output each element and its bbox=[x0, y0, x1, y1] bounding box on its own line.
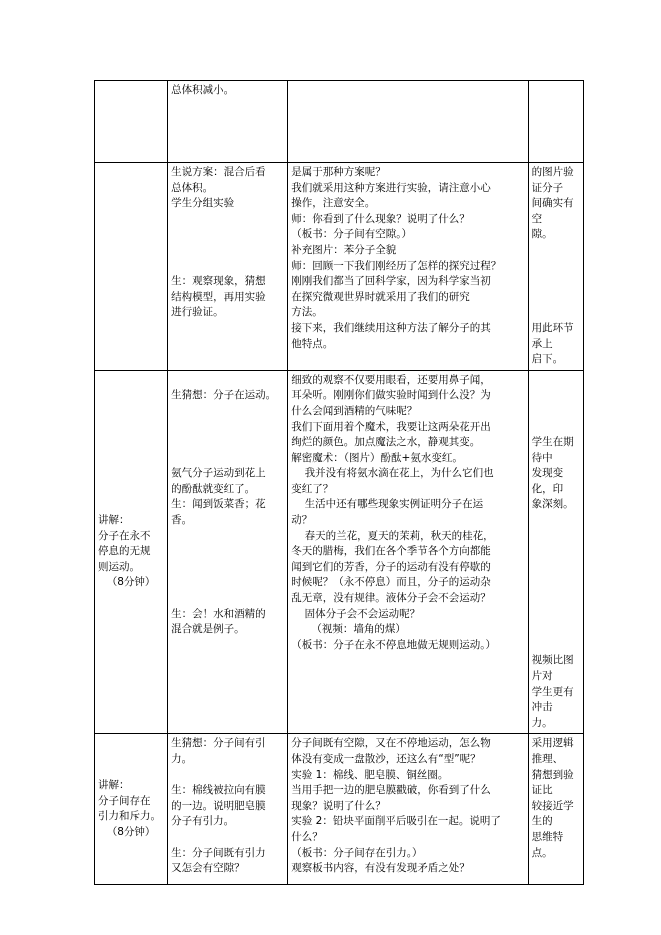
text-line: 观察板书内容，有没有发现矛盾之处？ bbox=[291, 862, 470, 875]
text-line bbox=[532, 274, 580, 290]
text-line: 较接近学生的 bbox=[531, 799, 574, 828]
design-intent-cell bbox=[528, 163, 583, 371]
text-line: 的一边。说明肥皂膜 bbox=[171, 799, 266, 812]
text-line: 分子有引力。 bbox=[171, 815, 235, 828]
text-line: 变红了？ bbox=[291, 482, 334, 495]
text-line bbox=[171, 575, 284, 591]
design-intent-cell bbox=[528, 734, 583, 885]
text-line: 的酚酞就变红了。 bbox=[171, 482, 256, 495]
text-line bbox=[171, 259, 284, 275]
text-line: 视频比图片对 bbox=[531, 654, 574, 682]
text-line: 固体分子会不会运动呢？ bbox=[291, 607, 421, 620]
student-activity-cell bbox=[168, 370, 288, 734]
text-line: 方法。 bbox=[291, 306, 323, 319]
text-line: 引力和斥力。 bbox=[98, 810, 161, 823]
text-line: 绚烂的颜色。加点魔法之水，静观其变。 bbox=[291, 436, 481, 449]
text-line: 生：闻到饭菜香；花 bbox=[171, 498, 266, 511]
student-activity-cell bbox=[168, 734, 288, 885]
lesson-plan-table bbox=[94, 80, 584, 885]
student-activity-cell bbox=[168, 81, 288, 163]
text-line bbox=[532, 622, 580, 638]
text-line: 冬天的腊梅，我们在各个季节各个方向都能 bbox=[291, 545, 491, 558]
text-line bbox=[532, 513, 580, 529]
text-line bbox=[532, 305, 580, 321]
text-line: 在探究微观世界时就采用了我们的研究 bbox=[291, 290, 470, 303]
text-line: 启下。 bbox=[531, 353, 564, 366]
text-line bbox=[171, 830, 284, 846]
text-line: 学生更有冲击 bbox=[531, 685, 574, 714]
text-line: （8分钟） bbox=[106, 576, 156, 589]
text-line: 则运动。 bbox=[98, 560, 140, 573]
text-line: （板书：分子间存在引力。） bbox=[291, 846, 423, 859]
text-line: 他特点。 bbox=[291, 337, 334, 350]
text-line: 总体积。 bbox=[171, 181, 214, 194]
text-line: 体没有变成一盘散沙，还这么有“型”呢？ bbox=[291, 752, 481, 765]
text-line bbox=[171, 404, 284, 420]
text-line: 象深刻。 bbox=[531, 498, 574, 511]
table-row bbox=[95, 734, 584, 885]
text-line: （板书：分子间有空隙。） bbox=[291, 228, 413, 241]
text-line: 刚刚我们都当了回科学家，因为科学家当初 bbox=[291, 275, 491, 288]
teacher-activity-cell bbox=[288, 81, 528, 163]
text-line bbox=[532, 529, 580, 545]
teacher-activity-cell bbox=[288, 370, 528, 734]
text-line bbox=[171, 227, 284, 243]
design-intent-cell bbox=[528, 370, 583, 734]
text-line: 讲解： bbox=[98, 779, 130, 792]
text-line: 生：棉线被拉向有膜 bbox=[171, 784, 266, 797]
text-line bbox=[532, 243, 580, 259]
text-line bbox=[171, 420, 284, 436]
phase-cell bbox=[95, 370, 168, 734]
text-line: 耳朵听。刚刚你们做实验时闻到什么没？为 bbox=[291, 389, 491, 402]
text-line: 间确实有空 bbox=[531, 197, 574, 225]
student-activity-cell bbox=[168, 163, 288, 371]
phase-cell bbox=[95, 163, 168, 371]
text-line bbox=[171, 243, 284, 259]
text-line: 的图片验证分子 bbox=[531, 166, 574, 194]
table-row bbox=[95, 370, 584, 734]
text-line: 师：回顾一下我们刚经历了怎样的探究过程？ bbox=[291, 259, 502, 272]
text-line: 生说方案：混合后看 bbox=[171, 166, 266, 178]
text-line: 学生分组实验 bbox=[171, 197, 235, 210]
text-line bbox=[532, 638, 580, 654]
text-line: 师：你看到了什么现象？说明了什么？ bbox=[291, 212, 470, 225]
text-line: 生：观察现象，猜想 bbox=[171, 275, 266, 288]
text-line: 氨气分子运动到花上 bbox=[171, 467, 266, 480]
text-line: 动？ bbox=[291, 514, 313, 527]
text-line: 乱无章，没有规律。液体分子会不会运动？ bbox=[291, 592, 491, 605]
text-line: 讲解： bbox=[98, 514, 130, 527]
design-intent-cell bbox=[528, 81, 583, 163]
text-line: 当用手把一边的肥皂膜戳破，你看到了什么 bbox=[291, 784, 491, 797]
text-line bbox=[532, 607, 580, 623]
table-row bbox=[95, 81, 584, 163]
table-row bbox=[95, 163, 584, 371]
text-line: 思维特点。 bbox=[531, 830, 564, 859]
text-line: 分子间存在 bbox=[98, 794, 151, 807]
text-line bbox=[171, 591, 284, 607]
text-line: 进行验证。 bbox=[171, 306, 224, 319]
text-line: 采用逻辑推理、 bbox=[531, 737, 574, 765]
text-line: 分子在永不 bbox=[98, 529, 151, 542]
phase-cell bbox=[95, 81, 168, 163]
text-line: 补充图片：苯分子全貌 bbox=[291, 243, 397, 256]
text-line: 总体积减小。 bbox=[171, 84, 235, 96]
text-line bbox=[532, 591, 580, 607]
text-line bbox=[532, 544, 580, 560]
text-line: 停息的无规 bbox=[98, 545, 151, 558]
text-line: 现象？说明了什么？ bbox=[291, 799, 386, 812]
text-line: 我并没有将氨水滴在花上，为什么它们也 bbox=[291, 467, 494, 480]
text-line: （板书：分子在永不停息地做无规则运动。） bbox=[291, 638, 497, 651]
text-line: 我们就采用这种方案进行实验，请注意小心 bbox=[291, 181, 491, 194]
text-line bbox=[532, 560, 580, 576]
text-line: 我们下面用着个魔术，我要让这两朵花开出 bbox=[291, 420, 491, 433]
text-line bbox=[532, 575, 580, 591]
text-line bbox=[171, 768, 284, 784]
text-line: 分子间既有空隙，又在不停地运动，怎么物 bbox=[291, 737, 491, 750]
text-line: 香。 bbox=[171, 514, 193, 527]
text-line: 实验 1：棉线、肥皂膜、铜丝圈。 bbox=[291, 768, 449, 781]
text-line: 生猜想：分子在运动。 bbox=[171, 389, 277, 402]
text-line: 什么？ bbox=[291, 830, 323, 843]
text-line: 操作，注意安全。 bbox=[291, 197, 376, 210]
text-line bbox=[532, 420, 580, 436]
text-line: 春天的兰花，夏天的茉莉，秋天的桂花， bbox=[291, 529, 494, 542]
text-line: （视频：墙角的煤） bbox=[291, 623, 406, 636]
text-line bbox=[532, 388, 580, 404]
text-line: 生：分子间既有引力 bbox=[171, 846, 266, 859]
text-line: 猜想到验证比 bbox=[531, 768, 574, 797]
text-line bbox=[532, 259, 580, 275]
text-line bbox=[171, 373, 284, 389]
text-line bbox=[171, 435, 284, 451]
text-line: 又怎会有空隙？ bbox=[171, 862, 245, 875]
text-line: （8分钟） bbox=[106, 825, 156, 838]
text-line: 混合就是例子。 bbox=[171, 623, 245, 636]
teacher-activity-cell bbox=[288, 163, 528, 371]
text-line: 细致的观察不仅要用眼看，还要用鼻子闻， bbox=[291, 373, 491, 386]
text-line: 实验 2：铅块平面削平后吸引在一起。说明了 bbox=[291, 815, 501, 828]
text-line: 力。 bbox=[531, 716, 553, 729]
text-line bbox=[532, 290, 580, 306]
text-line: 发现变化，印 bbox=[531, 467, 564, 495]
text-line bbox=[171, 544, 284, 560]
text-line: 接下来，我们继续用这种方法了解分子的其 bbox=[291, 321, 491, 334]
text-line: 力。 bbox=[171, 752, 193, 765]
text-line bbox=[171, 451, 284, 467]
teacher-activity-cell bbox=[288, 734, 528, 885]
text-line bbox=[171, 212, 284, 228]
text-line: 闻到它们的芳香，分子的运动有没有停歇的 bbox=[291, 560, 491, 573]
text-line: 结构模型，再用实验 bbox=[171, 290, 266, 303]
text-line: 是属于那种方案呢？ bbox=[291, 166, 386, 178]
text-line bbox=[171, 560, 284, 576]
text-line: 用此环节承上 bbox=[531, 321, 574, 350]
text-line: 什么会闻到酒精的气味呢？ bbox=[291, 404, 418, 417]
text-line: 时候呢？（永不停息）而且，分子的运动杂 bbox=[291, 576, 491, 589]
text-line bbox=[171, 529, 284, 545]
text-line: 学生在期待中 bbox=[531, 436, 574, 464]
text-line: 生：会！水和酒精的 bbox=[171, 607, 266, 620]
text-line bbox=[532, 404, 580, 420]
text-line: 解密魔术：（图片）酚酞+氨水变红。 bbox=[291, 451, 463, 464]
text-line bbox=[532, 373, 580, 389]
text-line: 生猜想：分子间有引 bbox=[171, 737, 266, 750]
text-line: 生活中还有哪些现象实例证明分子在运 bbox=[291, 498, 484, 511]
phase-cell bbox=[95, 734, 168, 885]
text-line: 隙。 bbox=[531, 228, 553, 241]
